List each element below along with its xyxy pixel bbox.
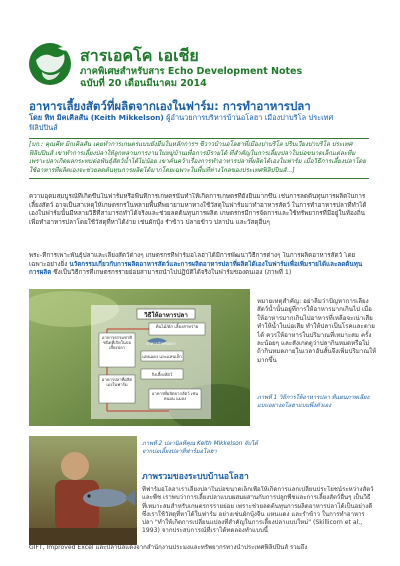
p2-intro: พระ-ที่การเพาะพันธุ์ปลาและเลี้ยงสัตว์ต่างๆ เกษตรกรที่ฟาร์มอโลฮาได้มีการพัฒนาวิธีการต่างๆ ในการผลิตอาหารสัตว์ โดยเฉพาะอย่างยิ่ง — [29, 252, 356, 268]
figure1-caption: ภาพที่ 1 วิธีการให้อาหารปลา ที่แผนภาพเลี้ยงแบบอย่างอโลฮาแบบพึ่งตัวเอง — [257, 395, 370, 409]
diagram-label-fish: อาหารสำหรับปลา — [146, 341, 176, 346]
man-holding-fish-photo — [29, 436, 137, 545]
diagram-label-mid: แหนแดง และแหนเล็ก — [142, 354, 182, 359]
p2-outro: ซึ่งเป็นวิธีการที่เกษตรกรรายย่อยสามารถนำไปปฏิบัติได้จริงในฟาร์มของตนเอง (ภาพที่ 1) — [53, 269, 292, 276]
p2-highlight: นวัตกรรมเกี่ยวกับการผลิตอาหารสัตว์และการผลิตอาหารปลาที่ผลิตได้เองในฟาร์มเพื่อเพิ่มรายได้และลดต้นทุนการผลิต — [29, 260, 363, 276]
diagram-label-bottom: อาหารปลาที่ผลิตเองในฟาร์ม — [101, 377, 133, 388]
section-footer-line: GIFT, Improved Excel และปลานิลแดงจากสำนักงานประมงและทรัพยากรทางน้ำประเทศฟิลิปปินส์ รวมถึง — [29, 544, 308, 551]
echo-globe-logo-icon — [28, 42, 72, 86]
diagram-label-top: ต้นไม้/ผัก เลี้ยงสาหร่าย — [155, 325, 199, 330]
byline-affiliation: ผู้อำนวยการบริหารบ้านอโลฮา เมืองปาบริโล ประเทศ — [166, 113, 334, 122]
byline — [29, 113, 374, 133]
figure1-note: หมายเหตุสำคัญ: อย่าลืมว่าปัญหาการเลี้ยงสัตว์น้ำนั้นอยู่ที่การให้อาหารมากเกินไป เมื่อให้อาหารมากเกินไปอาหารที่เหลือจะเน่าเสียทำให้น้ำในบ่อเสีย ทำให้ปลาเป็นโรคและตายได้ ควรให้อาหารในปริมาณที่เหมาะสม ครั้งละน้อยๆ และสังเกตดูว่าปลากินหมดหรือไม่ ถ้ากินหมดภายในเวลาอันสั้นจึงเพิ่มปริมาณให้มากขึ้น — [257, 298, 377, 364]
diagram-title: วิธีให้อาหารปลา — [144, 312, 188, 319]
article-title: อาหารเลี้ยงสัตว์ที่ผลิตจากเองในฟาร์ม: การทำอาหารปลา — [29, 99, 311, 113]
byline-prefix: โดย — [29, 113, 43, 122]
byline-country: ฟิลิปปินส์ — [29, 123, 58, 132]
section-paragraph: ที่ฟาร์มอโลฮาเราเลี้ยงปลาในบ่อขนาดเล็กเพื่อให้เกิดการแลกเปลี่ยนประโยชน์ระหว่างสัตว์และพืช เราพบว่าการเลี้ยงปลาแบบผสมผสานกับการปลูกพืชและการเลี้ยงสัตว์อื่นๆ เป็นวิธีที่เหมาะสมสำหรับเกษตรกรรายย่อย เพราะช่วยลดต้นทุนการผลิตอาหารปลาได้เป็นอย่างดี ซึ่งเราใช้วัสดุที่หาได้ในฟาร์ม อย่างเช่นผักบุ้งจีน แหนแดง และรำข้าว ในการทำอาหารปลา "ทำให้เกิดการเปลี่ยนแปลงที่สำคัญในการเลี้ยงปลาแบบใหม่" (Skillicorn et al., 1993) จากประสบการณ์ที่เราได้ทดลองทำแบบนี้ — [142, 486, 374, 535]
diagram-label-mid2: กิ่งเลี้ยงสัตว์ — [151, 372, 173, 377]
editor-note: [บก.: คุณคีท มิกเคิลสัน เคยทำการเกษตรแบบยั่งยืนในหลักการฯ ชีวาวบ้านอโลฮาที่เมืองปาบริโล ปริบเวียงปาบริโล ประเทศฟิลิปปินส์ เขาทำการเลี้ยงปลาให้ลูกหลานการงานในหมู่บ้านเพื่อการมีรายได้ ที่สำคัญในการเลี้ยงปลาในบ่อขนาดเล็กแต่ละทีม เพราะปลาเกิดผลกระทบต่อพันธุ์สัตว์น้ำได้ไม่น้อย เขาค้นคว้าเรื่องการทำอาหารปลาที่ผลิตได้เองในฟาร์ม เมื่อวิธีการเลี้ยงปลาโดยใช้อาหารที่ผลิตเองจะช่วยลดต้นทุนการผลิตได้มากโดยเฉพาะในพื้นที่ห่างไกลของประเทศฟิลิปปินส์...] — [29, 138, 369, 179]
issue-date: ฉบับที่ 20 เดือนมีนาคม 2014 — [80, 78, 207, 89]
brand-title: สารเอคโค เอเชีย — [80, 46, 199, 65]
section-heading: ภาพรวมของระบบบ้านอโลฮา — [142, 472, 249, 482]
masthead — [28, 42, 378, 92]
photo-graphic — [29, 436, 137, 545]
diagram-label-left: อาหารธรรมชาติ ชนิดที่เกิดในบ่อเลี้ยงปลา — [102, 335, 132, 351]
body-paragraph-1: ความอุดมสมบูรณ์ที่เกิดขึ้นในฟาร์มหรือพื้นที่การเกษตรนั้นทำให้เกิดการเกษตรที่ยั่งยืนมากขึ้น เช่นการลดต้นทุนการผลิตในการเลี้ยงสัตว์ อาจเป็นสาเหตุให้เกษตรกรในหลายพื้นที่พยายามหาทางใช้วัสดุในฟาร์มมาทำอาหารสัตว์ ในการทำอาหารปลาที่ทำได้เองในฟาร์มนั้นมีหลายวิธีที่สามารถทำได้จริงและช่วยลดต้นทุนการผลิต เกษตรกรมีการจัดการและใช้ทรัพยากรที่มีอยู่ในท้องถิ่นเพื่อทำอาหารปลาโดยใช้วัสดุที่หาได้ง่าย เช่นผักบุ้ง รำข้าว ปลายข้าว ปลาป่น และวัสดุอื่นๆ — [29, 193, 367, 226]
brand-subtitle: ภาคพิเศษสำหรับสาร Echo Development Notes — [80, 66, 303, 77]
byline-authors: ทิท มิคเคิลสัน (Keith Mikkelson) — [44, 113, 164, 122]
figure2-caption: ภาพที่ 2 ปลานิลที่คุณ Keith Mikkelson จับได้จากบ่อเลี้ยงปลาที่ฟาร์มอโลฮา — [142, 441, 258, 455]
body-paragraph-2 — [29, 252, 371, 286]
diagram-label-right: อาหารที่ผลิตจากสัตว์ เช่น หนอน แมลง — [151, 391, 199, 402]
fish-feeding-diagram-photo — [29, 289, 250, 426]
